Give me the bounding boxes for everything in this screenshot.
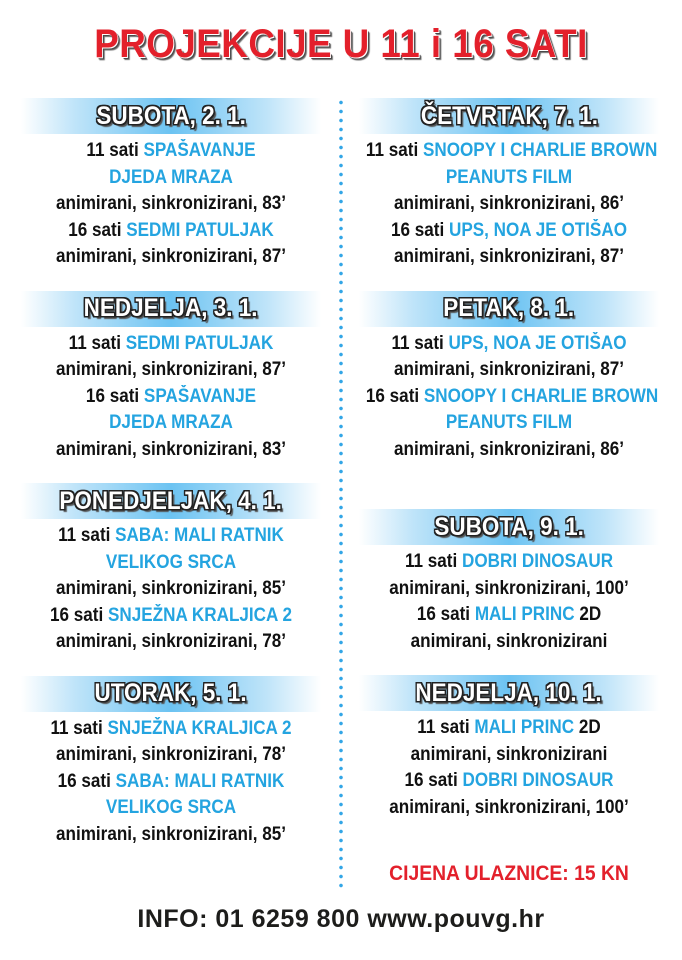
schedule-line xyxy=(28,165,314,192)
dotted-divider xyxy=(339,98,343,888)
day-banner xyxy=(359,98,659,134)
schedule-line xyxy=(366,742,652,769)
screening-text: 16 sati xyxy=(404,770,458,791)
movie-title: SABA: MALI RATNIK xyxy=(115,770,285,792)
screening-text: 11 sati xyxy=(58,525,111,546)
schedule-line xyxy=(366,715,652,742)
schedule-line xyxy=(366,331,652,358)
day-banner xyxy=(359,675,659,711)
screening-text: animirani, sinkronizirani, 83’ xyxy=(56,193,286,214)
schedule-column-right xyxy=(350,98,668,821)
screening-text: 11 sati xyxy=(417,717,470,738)
screening-text: animirani, sinkronizirani xyxy=(410,743,608,765)
movie-title: SNJEŽNA KRALJICA 2 xyxy=(107,717,292,739)
schedule-line xyxy=(366,218,652,245)
schedule-line xyxy=(28,244,314,271)
schedule-line xyxy=(28,191,314,218)
schedule-line xyxy=(28,822,314,849)
screening-text: 16 sati xyxy=(365,385,420,407)
schedule-line xyxy=(28,523,314,550)
movie-title: DJEDA MRAZA xyxy=(109,412,233,433)
movie-title: PEANUTS FILM xyxy=(445,166,573,188)
screening-text: 16 sati xyxy=(416,604,471,625)
movie-title: SEDMI PATULJAK xyxy=(125,332,274,354)
format-label: 2D xyxy=(578,717,601,738)
ticket-price: CIJENA ULAZNICE: 15 KN xyxy=(389,862,629,885)
day-block xyxy=(12,676,330,849)
schedule-line xyxy=(28,603,314,630)
schedule-line xyxy=(28,410,314,437)
schedule-line xyxy=(28,576,314,603)
screening-text: 11 sati xyxy=(404,551,458,572)
screening-text: animirani, sinkronizirani, 86’ xyxy=(394,438,624,460)
screening-text: animirani, sinkronizirani, 78’ xyxy=(56,631,286,652)
schedule-line xyxy=(366,576,652,603)
day-banner xyxy=(21,98,321,134)
movie-title: DJEDA MRAZA xyxy=(109,166,233,188)
day-heading: NEDJELJA, 10. 1. xyxy=(415,678,603,707)
screening-text: 11 sati xyxy=(391,332,444,354)
screening-text: animirani, sinkronizirani, 100’ xyxy=(389,577,629,599)
screening-text: 11 sati xyxy=(68,332,121,354)
screening-text: 16 sati xyxy=(391,219,445,241)
schedule-line xyxy=(28,550,314,577)
schedule-line xyxy=(365,384,659,411)
day-block xyxy=(12,291,330,464)
movie-title: SPAŠAVANJE xyxy=(143,140,256,161)
screening-text: 16 sati xyxy=(57,770,111,792)
day-banner xyxy=(359,509,659,545)
movie-title: UPS, NOA JE OTIŠAO xyxy=(448,219,627,241)
day-block xyxy=(350,675,668,821)
screening-text: 11 sati xyxy=(50,717,103,739)
screening-text: animirani, sinkronizirani, 85’ xyxy=(56,578,286,599)
day-block xyxy=(350,291,668,464)
schedule-line xyxy=(28,357,314,384)
movie-title: UPS, NOA JE OTIŠAO xyxy=(448,332,627,354)
screening-text: animirani, sinkronizirani, 87’ xyxy=(394,246,624,267)
schedule-line xyxy=(28,629,314,656)
screening-text: animirani, sinkronizirani, 87’ xyxy=(56,246,286,267)
schedule-line xyxy=(366,437,652,464)
schedule-line xyxy=(28,795,314,822)
schedule-line xyxy=(28,437,314,464)
screening-text: animirani, sinkronizirani, 78’ xyxy=(56,744,286,765)
schedule-line xyxy=(366,165,652,192)
day-heading: SUBOTA, 9. 1. xyxy=(434,512,584,541)
schedule-line xyxy=(366,795,652,822)
movie-title: SNOOPY I CHARLIE BROWN xyxy=(423,385,659,407)
day-block xyxy=(12,483,330,656)
screening-text: animirani, sinkronizirani, 100’ xyxy=(389,796,629,818)
page-title: PROJEKCIJE U 11 i 16 SATI xyxy=(94,22,588,66)
movie-title: SABA: MALI RATNIK xyxy=(115,525,284,546)
schedule-line xyxy=(366,629,652,656)
day-heading: PETAK, 8. 1. xyxy=(443,294,575,322)
day-banner xyxy=(21,291,321,327)
schedule-line xyxy=(28,138,314,165)
day-heading: ČETVRTAK, 7. 1. xyxy=(420,101,598,130)
schedule-column-left xyxy=(12,98,330,848)
movie-title: SNJEŽNA KRALJICA 2 xyxy=(107,604,293,626)
schedule-line xyxy=(366,768,652,795)
movie-title: VELIKOG SRCA xyxy=(105,797,237,818)
movie-title: PEANUTS FILM xyxy=(445,412,573,433)
day-heading: UTORAK, 5. 1. xyxy=(94,679,248,707)
screening-text: 11 sati xyxy=(365,140,419,161)
screening-text: animirani, sinkronizirani, 83’ xyxy=(56,438,286,460)
schedule-line xyxy=(366,410,652,437)
day-heading: SUBOTA, 2. 1. xyxy=(96,101,246,130)
day-block xyxy=(350,509,668,655)
format-label: 2D xyxy=(579,604,602,625)
screening-text: animirani, sinkronizirani, 87’ xyxy=(56,359,286,380)
day-heading: NEDJELJA, 3. 1. xyxy=(84,294,258,322)
day-banner xyxy=(21,483,321,519)
screening-text: animirani, sinkronizirani, 85’ xyxy=(56,823,286,845)
screening-text: 16 sati xyxy=(85,385,140,407)
movie-title: SEDMI PATULJAK xyxy=(126,219,274,241)
schedule-line xyxy=(28,384,314,411)
schedule-line xyxy=(365,138,658,165)
screening-text: animirani, sinkronizirani, 87’ xyxy=(394,359,624,380)
schedule-line xyxy=(28,769,314,796)
day-block xyxy=(350,98,668,271)
screening-text: 16 sati xyxy=(49,604,104,626)
screening-text: 11 sati xyxy=(86,140,139,161)
day-banner xyxy=(21,676,321,712)
schedule-line xyxy=(366,244,652,271)
movie-title: MALI PRINC xyxy=(474,717,575,738)
movie-title: SPAŠAVANJE xyxy=(143,385,257,407)
screening-text: 16 sati xyxy=(68,219,122,241)
movie-title: MALI PRINC xyxy=(474,604,575,625)
schedule-line xyxy=(28,218,314,245)
schedule-line xyxy=(28,742,314,769)
movie-title: DOBRI DINOSAUR xyxy=(461,551,614,572)
schedule-line xyxy=(366,191,652,218)
screening-text: animirani, sinkronizirani, 86’ xyxy=(394,193,624,214)
contact-info: INFO: 01 6259 800 www.pouvg.hr xyxy=(137,905,545,933)
schedule-line xyxy=(28,331,314,358)
movie-title: SNOOPY I CHARLIE BROWN xyxy=(422,140,658,161)
schedule-line xyxy=(366,357,652,384)
screening-text: animirani, sinkronizirani xyxy=(410,630,608,652)
day-heading: PONEDJELJAK, 4. 1. xyxy=(59,486,283,515)
schedule-line xyxy=(28,716,314,743)
day-block xyxy=(12,98,330,271)
day-banner xyxy=(359,291,659,327)
movie-title: DOBRI DINOSAUR xyxy=(462,770,614,791)
schedule-line xyxy=(366,602,652,629)
movie-title: VELIKOG SRCA xyxy=(105,551,237,573)
schedule-line xyxy=(366,549,652,576)
